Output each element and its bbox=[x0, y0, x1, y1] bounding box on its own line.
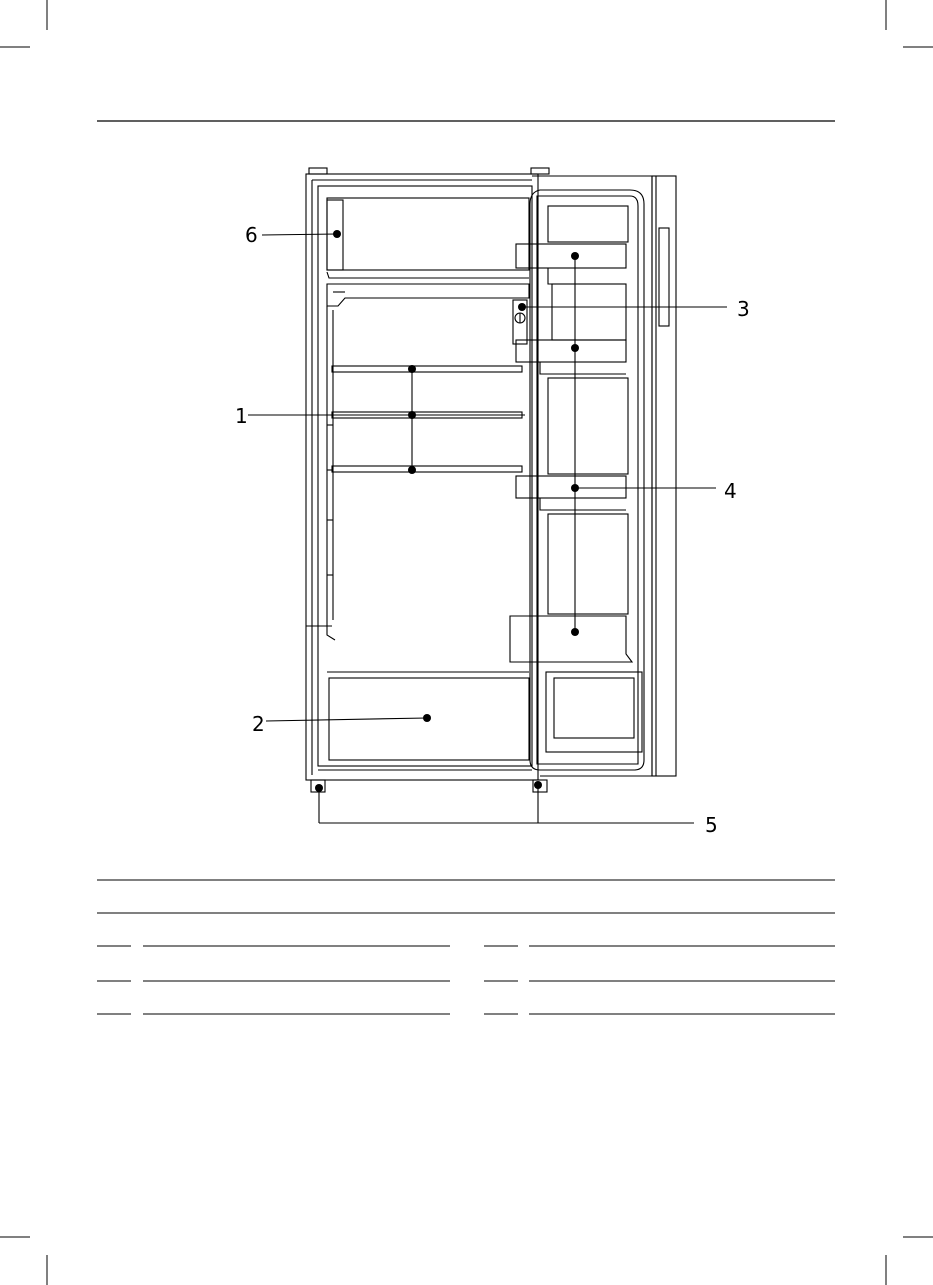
shelf-3 bbox=[332, 466, 522, 472]
callout-3: 3 bbox=[737, 297, 750, 321]
cabinet-outer bbox=[306, 174, 538, 780]
top-hinge-left bbox=[309, 168, 327, 174]
legend-table bbox=[97, 880, 835, 1014]
callout-4: 4 bbox=[724, 479, 737, 503]
door-bin-4 bbox=[510, 616, 632, 662]
freezer-box bbox=[327, 198, 529, 270]
callout-6: 6 bbox=[245, 223, 258, 247]
door-handle bbox=[659, 228, 669, 326]
door-bottom-bin bbox=[546, 672, 642, 752]
callout-2: 2 bbox=[252, 712, 265, 736]
leader-dots bbox=[315, 230, 579, 792]
leader-lines bbox=[248, 234, 727, 823]
drip-tray bbox=[327, 284, 529, 306]
callout-1: 1 bbox=[235, 404, 248, 428]
shelf-1 bbox=[332, 366, 522, 372]
cabinet-liner bbox=[318, 186, 532, 766]
top-hinge-right bbox=[531, 168, 549, 174]
callout-5: 5 bbox=[705, 813, 718, 837]
fridge-illustration bbox=[306, 168, 676, 792]
door-liner bbox=[530, 190, 644, 770]
